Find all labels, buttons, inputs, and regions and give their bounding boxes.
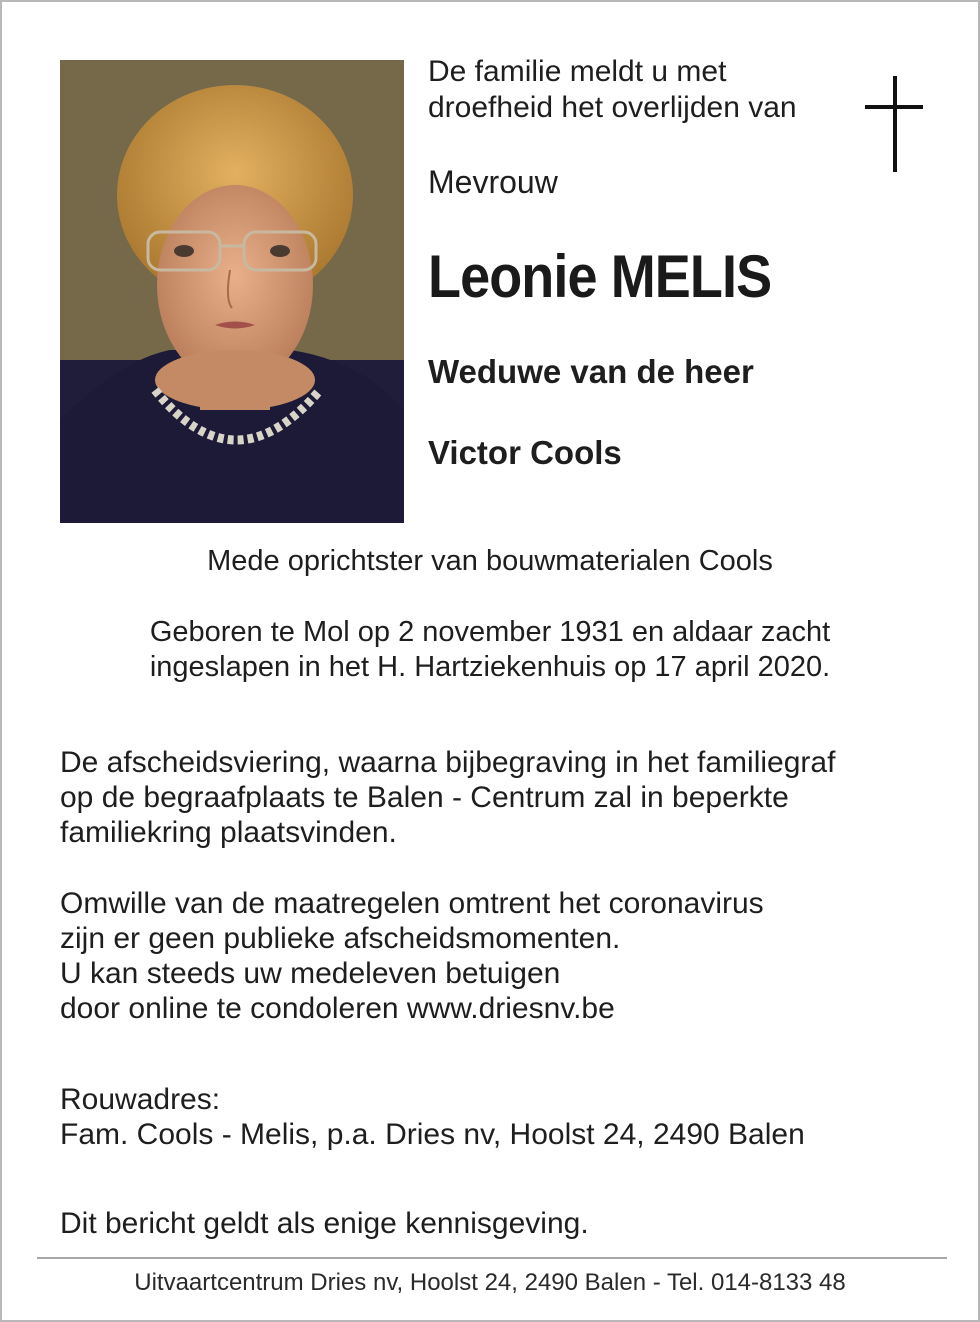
corona-line-3: U kan steeds uw medeleven betuigen: [60, 957, 561, 990]
address-label: Rouwadres:: [60, 1083, 221, 1116]
portrait-illustration: [60, 60, 404, 523]
role-line: Mede oprichtster van bouwmaterialen Cools: [207, 545, 773, 577]
ceremony-line-3: familiekring plaatsvinden.: [60, 816, 397, 849]
footer-funeral-home: Uitvaartcentrum Dries nv, Hoolst 24, 2490 Balen - Tel. 014-8133 48: [134, 1269, 846, 1296]
widow-line: Weduwe van de heer: [428, 353, 754, 390]
cross-icon: [865, 76, 925, 172]
corona-line-4: door online te condoleren www.driesnv.be: [60, 992, 615, 1025]
born-line-1: Geboren te Mol op 2 november 1931 en aldaar zacht: [149, 616, 831, 648]
birth-death-info: [2, 615, 978, 685]
corona-line-2: zijn er geen publieke afscheidsmomenten.: [60, 922, 621, 955]
corona-paragraph: [60, 886, 940, 1026]
intro-line-2: droefheid het overlijden van: [428, 91, 797, 124]
intro-text: [428, 54, 848, 126]
mourning-address: [60, 1082, 940, 1152]
spouse-name: Victor Cools: [428, 434, 622, 471]
deceased-name: Leonie MELIS: [428, 243, 772, 310]
divider: [37, 1257, 947, 1259]
ceremony-paragraph: [60, 745, 940, 850]
born-line-2: ingeslapen in het H. Hartziekenhuis op 17 april 2020.: [149, 651, 831, 683]
corona-line-1: Omwille van de maatregelen omtrent het coronavirus: [60, 887, 764, 920]
portrait-photo: [60, 60, 404, 523]
ceremony-line-1: De afscheidsviering, waarna bijbegraving in het familiegraf: [60, 746, 836, 779]
address-value: Fam. Cools - Melis, p.a. Dries nv, Hoolst 24, 2490 Balen: [60, 1118, 805, 1151]
ceremony-line-2: op de begraafplaats te Balen - Centrum zal in beperkte: [60, 781, 789, 814]
salutation: Mevrouw: [428, 164, 558, 200]
intro-line-1: De familie meldt u met: [428, 55, 727, 88]
notice-line: Dit bericht geldt als enige kennisgeving.: [60, 1207, 589, 1240]
